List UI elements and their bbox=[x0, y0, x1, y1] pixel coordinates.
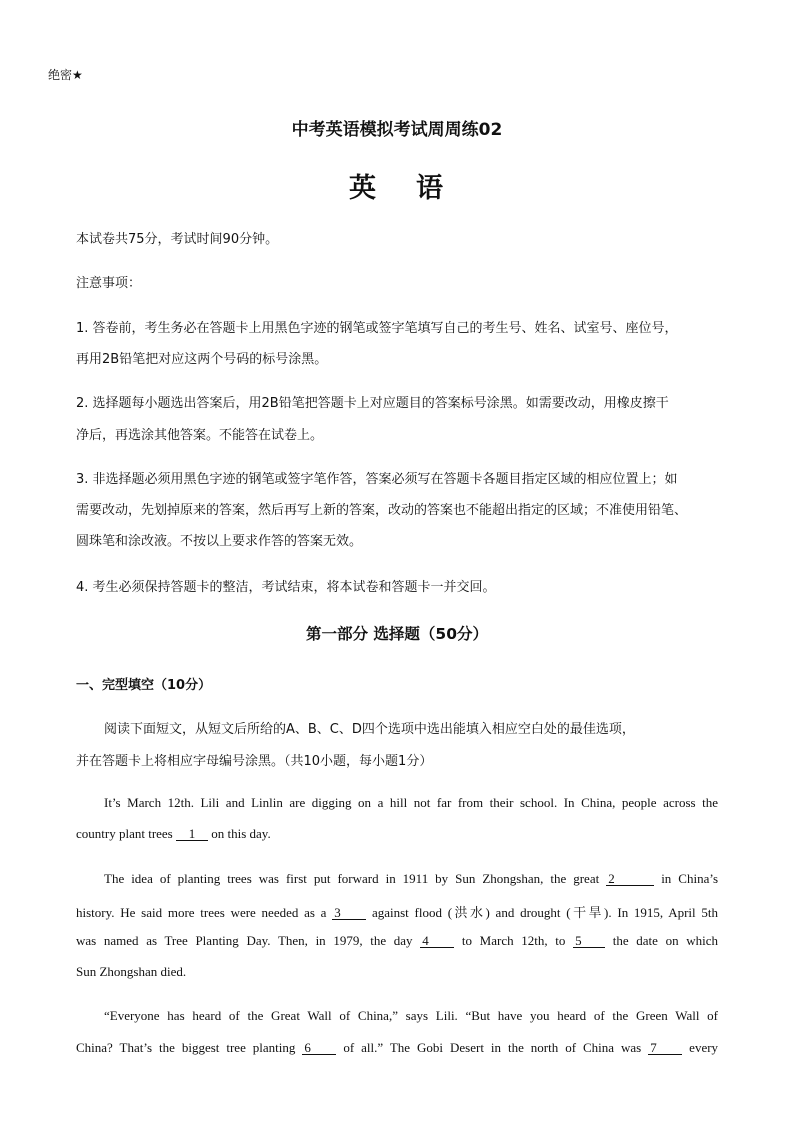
blank-6: 6 bbox=[302, 1041, 336, 1055]
note-item-2-line-2: 净后，再选涂其他答案。不能答在试卷上。 bbox=[76, 428, 324, 443]
exam-title: 中考英语模拟考试周周练02 bbox=[291, 120, 503, 140]
subject-title bbox=[0, 166, 794, 205]
instruction-line-2: 并在答题卡上将相应字母编号涂黑。（共10小题，每小题1分） bbox=[76, 754, 433, 769]
note-item-3-line-3: 圆珠笔和涂改液。不按以上要求作答的答案无效。 bbox=[76, 534, 363, 549]
passage-p1-line-1: It’s March 12th. Lili and Linlin are digging on a hill not far from their school. In China, people across the bbox=[104, 795, 718, 810]
instruction-line-1: 阅读下面短文，从短文后所给的A、B、C、D四个选项中选出能填入相应空白处的最佳选项， bbox=[104, 722, 635, 737]
passage-text: the date on which bbox=[612, 933, 719, 948]
blank-5: 5 bbox=[573, 934, 605, 948]
blank-4: 4 bbox=[420, 934, 454, 948]
passage-text: every bbox=[689, 1040, 719, 1055]
passage-text: China? That’s the biggest tree planting bbox=[76, 1040, 296, 1055]
passage-text: country plant trees bbox=[76, 826, 173, 841]
passage-text: on this day. bbox=[211, 826, 271, 841]
secret-mark: 绝密★ bbox=[48, 68, 83, 82]
note-item-4-line-1: 4. 考生必须保持答题卡的整洁，考试结束，将本试卷和答题卡一并交回。 bbox=[76, 580, 496, 595]
passage-text: in China’s bbox=[661, 871, 719, 886]
part-heading: 一、完型填空（10分） bbox=[76, 678, 212, 693]
passage-p3-line-2 bbox=[76, 1040, 718, 1056]
note-item-3-line-2: 需要改动，先划掉原来的答案，然后再写上新的答案，改动的答案也不能超出指定的区域；不准使用铅笔、 bbox=[76, 503, 688, 518]
notes-heading: 注意事项： bbox=[76, 276, 142, 291]
passage-text: The idea of planting trees was first put forward in 1911 by Sun Zhongshan, the great bbox=[104, 871, 600, 886]
passage-text: history. He said more trees were needed as a bbox=[76, 905, 327, 920]
blank-1: 1 bbox=[176, 827, 208, 841]
passage-p2-line-2 bbox=[76, 902, 718, 921]
note-item-3-line-1: 3. 非选择题必须用黑色字迹的钢笔或签字笔作答，答案必须写在答题卡各题目指定区域的相应位置上；如 bbox=[76, 472, 678, 487]
passage-text: was named as Tree Planting Day. Then, in 1979, the day bbox=[76, 933, 413, 948]
passage-p3-line-1: “Everyone has heard of the Great Wall of China,” says Lili. “But have you heard of the Green Wall of bbox=[104, 1008, 718, 1023]
note-item-1-line-2: 再用2B铅笔把对应这两个号码的标号涂黑。 bbox=[76, 352, 328, 367]
note-item-2-line-1: 2. 选择题每小题选出答案后，用2B铅笔把答题卡上对应题目的答案标号涂黑。如需要改动，用橡皮擦干 bbox=[76, 396, 669, 411]
passage-p1-line-2 bbox=[76, 826, 271, 842]
blank-3: 3 bbox=[332, 906, 366, 920]
passage-text: of all.” The Gobi Desert in the north of China was bbox=[343, 1040, 642, 1055]
section-heading: 第一部分 选择题（50分） bbox=[306, 625, 488, 643]
passage-p2-line-1 bbox=[104, 871, 718, 887]
passage-p2-line-4: Sun Zhongshan died. bbox=[76, 964, 187, 979]
subject-char-1: 英 bbox=[349, 173, 378, 204]
passage-text: against flood (洪水) and drought (干旱). In 1915, April 5th bbox=[371, 905, 718, 920]
passage-text: to March 12th, to bbox=[461, 933, 566, 948]
subject-char-2: 语 bbox=[416, 173, 445, 204]
blank-2: 2 bbox=[606, 872, 654, 886]
exam-info: 本试卷共75分，考试时间90分钟。 bbox=[76, 232, 279, 247]
passage-p2-line-3 bbox=[76, 933, 718, 949]
blank-7: 7 bbox=[648, 1041, 682, 1055]
note-item-1-line-1: 1. 答卷前，考生务必在答题卡上用黑色字迹的钢笔或签字笔填写自己的考生号、姓名、试室号、座位号， bbox=[76, 321, 678, 336]
